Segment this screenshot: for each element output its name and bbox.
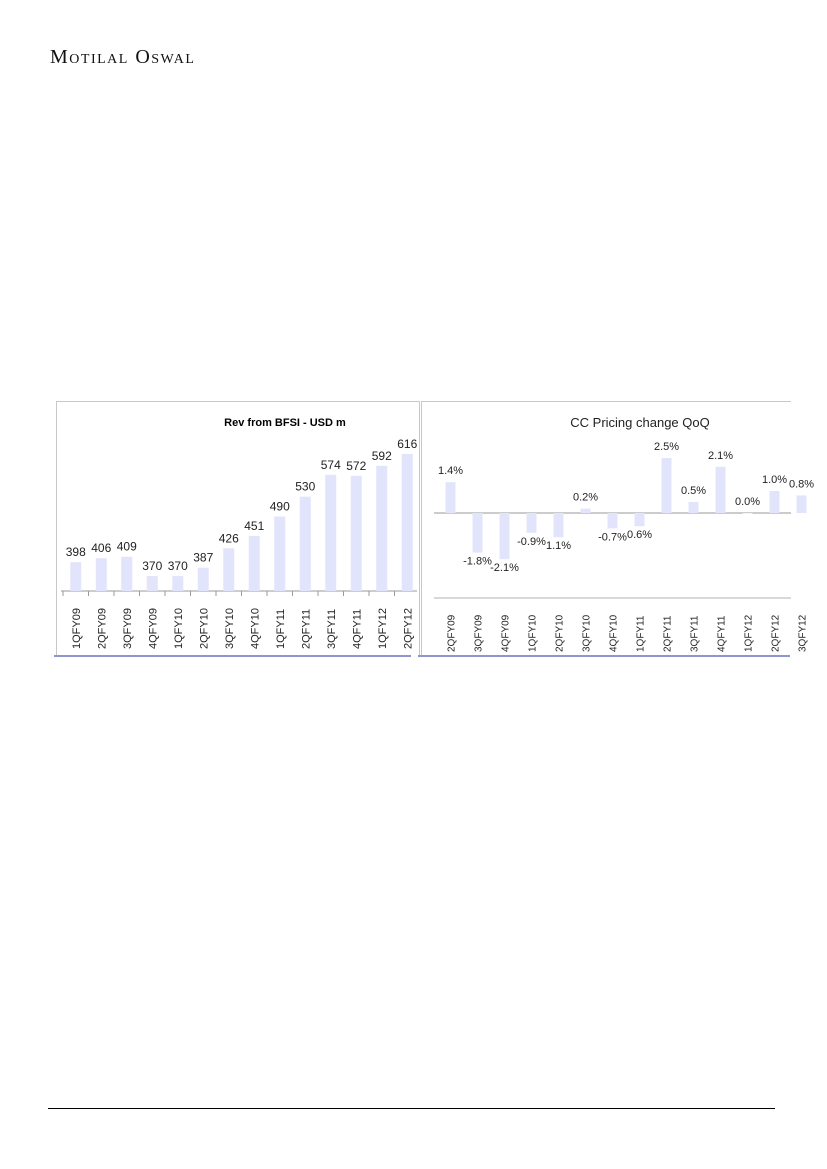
- x-tick-label: 4QFY11: [716, 615, 728, 652]
- data-label: 370: [167, 559, 188, 574]
- x-tick-label: 2QFY12: [402, 608, 415, 649]
- x-tick-label: 3QFY10: [223, 608, 236, 649]
- bar: [351, 476, 362, 591]
- x-tick-label: 2QFY11: [300, 608, 313, 649]
- x-tick-label: 2QFY09: [96, 608, 109, 649]
- cc-pricing-chart-panel: [421, 401, 815, 655]
- data-label: 409: [116, 539, 137, 554]
- data-label: 2.1%: [707, 449, 734, 462]
- x-tick-label: 1QFY12: [743, 614, 755, 652]
- bfsi-revenue-chart: [57, 402, 419, 655]
- bar: [581, 509, 591, 513]
- data-label: 1.4%: [437, 465, 464, 478]
- data-label: -0.9%: [517, 535, 546, 548]
- bar: [274, 517, 285, 591]
- bar: [223, 548, 234, 591]
- x-tick-label: 4QFY11: [351, 608, 364, 649]
- chart-title: CC Pricing change QoQ: [570, 415, 710, 430]
- bar: [249, 536, 260, 591]
- bar: [446, 482, 456, 513]
- bfsi-revenue-chart-panel: [56, 401, 420, 655]
- bar: [96, 558, 107, 591]
- bar: [500, 513, 510, 559]
- bar: [376, 466, 387, 591]
- data-label: 406: [91, 541, 112, 556]
- bar: [527, 513, 537, 533]
- chart-bottom-rule-left: [54, 655, 411, 657]
- x-tick-label: 3QFY09: [121, 608, 134, 649]
- data-label: 2.5%: [653, 441, 680, 453]
- x-tick-label: 4QFY10: [608, 614, 620, 652]
- x-tick-label: 1QFY10: [527, 614, 539, 652]
- data-label: 0.8%: [788, 478, 815, 491]
- x-tick-label: 1QFY10: [172, 608, 185, 649]
- bar: [70, 562, 81, 591]
- data-label: 616: [397, 436, 418, 451]
- cc-pricing-chart: [422, 402, 815, 655]
- data-label: 490: [269, 499, 290, 514]
- bar: [608, 513, 618, 528]
- bar: [325, 475, 336, 591]
- x-tick-label: 1QFY12: [376, 608, 389, 649]
- data-label: 451: [244, 518, 265, 533]
- x-tick-label: 1QFY09: [70, 608, 83, 649]
- bar: [662, 458, 672, 513]
- data-label: 1.1%: [545, 540, 572, 553]
- bar: [402, 454, 413, 591]
- bar: [635, 513, 645, 526]
- data-label: 572: [346, 458, 367, 473]
- brand-logo-text: Motilal Oswal: [50, 46, 196, 68]
- x-tick-label: 3QFY09: [473, 614, 485, 652]
- x-tick-label: 4QFY09: [147, 608, 160, 649]
- data-label: -2.1%: [490, 562, 519, 575]
- x-tick-label: 3QFY10: [581, 614, 593, 652]
- bar: [147, 576, 158, 591]
- data-label: 426: [218, 531, 239, 546]
- footer-divider: [48, 1108, 775, 1109]
- bar: [554, 513, 564, 537]
- x-tick-label: 1QFY11: [635, 615, 647, 652]
- data-label: 0.2%: [572, 491, 599, 504]
- bar: [770, 491, 780, 513]
- bar: [743, 513, 753, 514]
- data-label: 1.0%: [761, 474, 788, 486]
- x-tick-label: 1QFY11: [274, 608, 287, 649]
- data-label: 530: [295, 479, 316, 494]
- data-label: 574: [320, 457, 341, 472]
- x-tick-label: 2QFY11: [662, 615, 674, 652]
- data-label: 370: [142, 559, 163, 574]
- x-tick-label: 2QFY12: [770, 614, 782, 652]
- bar: [716, 467, 726, 513]
- data-label: 0.6%: [626, 529, 653, 542]
- x-tick-label: 3QFY11: [689, 615, 701, 652]
- data-label: 398: [65, 545, 86, 560]
- bar: [300, 497, 311, 591]
- x-tick-label: 2QFY09: [446, 614, 458, 652]
- x-tick-label: 2QFY10: [198, 608, 211, 649]
- x-tick-label: 2QFY10: [554, 614, 566, 652]
- bar: [473, 513, 483, 553]
- x-tick-label: 3QFY12: [797, 614, 809, 652]
- x-tick-label: 3QFY11: [325, 608, 338, 649]
- chart-bottom-rule-right: [418, 655, 790, 657]
- data-label: 387: [193, 550, 214, 565]
- x-tick-label: 4QFY10: [249, 608, 262, 649]
- bar: [121, 557, 132, 591]
- data-label: -0.7%: [598, 531, 627, 544]
- bar: [198, 568, 209, 591]
- data-label: -1.8%: [463, 555, 492, 568]
- data-label: 592: [371, 448, 392, 463]
- x-tick-label: 4QFY09: [500, 614, 512, 652]
- data-label: 0.0%: [734, 496, 761, 508]
- bar: [172, 576, 183, 591]
- data-label: 0.5%: [680, 485, 707, 497]
- bar: [689, 502, 699, 513]
- chart-title: Rev from BFSI - USD m: [224, 417, 346, 429]
- bar: [797, 495, 807, 513]
